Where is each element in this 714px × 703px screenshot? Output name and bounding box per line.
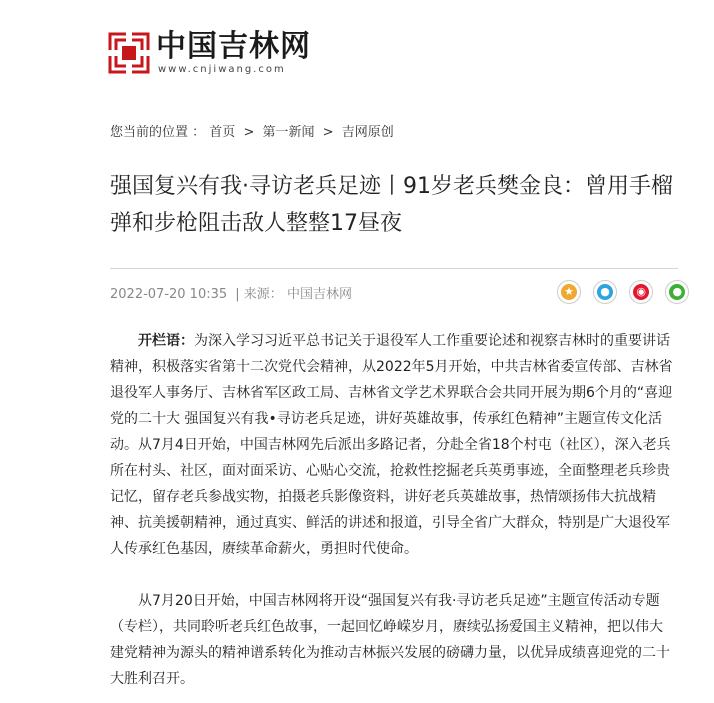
qq-icon: ●	[597, 284, 613, 300]
breadcrumb-separator: >	[322, 125, 334, 140]
share-weibo-button[interactable]	[629, 280, 653, 304]
lead-text: 为深入学习习近平总书记关于退役军人工作重要论述和视察吉林时的重要讲话精神，积极落实省第十二次党代会精神，从2022年5月开始，中共吉林省委宣传部、吉林省退役军人事务厅、吉林省军区政工局、吉林省文学艺术界联合会共同开展为期6个月的“喜迎党的二十大 强国复兴有我•寻访老兵足迹，讲好英雄故事，传承红色精神”主题宣传文化活动。从7月4日开始，中国吉林网先后派出多路记者，分赴全省18个村屯（社区），深入老兵所在村头、社区，面对面采访、心贴心交流，抢救性挖掘老兵英勇事迹，全面整理老兵珍贵记忆，留存老兵参战实物，拍摄老兵影像资料，讲好老兵英雄故事，热情颂扬伟大抗战精神、抗美援朝精神，通过真实、鲜活的讲述和报道，引导全省广大群众，特别是广大退役军人传承红色基因，赓续革命薪火，勇担时代使命。	[110, 333, 673, 557]
lead-paragraph	[110, 328, 676, 562]
title-divider	[110, 268, 678, 269]
star-icon: ★	[561, 284, 577, 300]
share-qq-button[interactable]	[593, 280, 617, 304]
article-body	[110, 328, 676, 692]
lead-label: 开栏语：	[138, 333, 194, 349]
article-title: 强国复兴有我·寻访老兵足迹丨91岁老兵樊金良：曾用手榴弹和步枪阻击敌人整整17昼夜	[110, 174, 673, 236]
weibo-icon: ◉	[633, 284, 649, 300]
share-wechat-button[interactable]	[665, 280, 689, 304]
breadcrumb-prefix: 您当前的位置 ：	[110, 125, 206, 140]
logo-mark-icon	[108, 32, 150, 74]
site-logo[interactable]	[108, 28, 311, 82]
site-header	[0, 0, 714, 96]
logo-url: www.cnjiwang.com	[158, 64, 286, 75]
breadcrumb-home[interactable]: 首页	[209, 125, 236, 140]
source-name: 中国吉林网	[286, 287, 352, 302]
breadcrumb-first-news[interactable]: 第一新闻	[262, 125, 315, 140]
share-bar	[557, 280, 696, 306]
body-paragraph: 从7月20日开始，中国吉林网将开设“强国复兴有我·寻访老兵足迹”主题宣传活动专题（专栏），共同聆听老兵红色故事，一起回忆峥嵘岁月，赓续弘扬爱国主义精神，把以伟大建党精神为源头的精神谱系转化为推动吉林振兴发展的磅礴力量，以优异成绩喜迎党的二十大胜利召开。	[110, 593, 670, 687]
breadcrumb-separator: >	[243, 125, 255, 140]
breadcrumb-original[interactable]: 吉网原创	[341, 125, 394, 140]
publish-date: 2022-07-20 10:35	[110, 287, 228, 302]
logo-text: 中国吉林网	[156, 29, 311, 64]
wechat-icon: ●	[669, 284, 685, 300]
breadcrumb	[110, 121, 394, 140]
share-favorite-button[interactable]	[557, 280, 581, 304]
article-meta	[110, 283, 352, 302]
source-label: | 来源：	[235, 287, 283, 302]
